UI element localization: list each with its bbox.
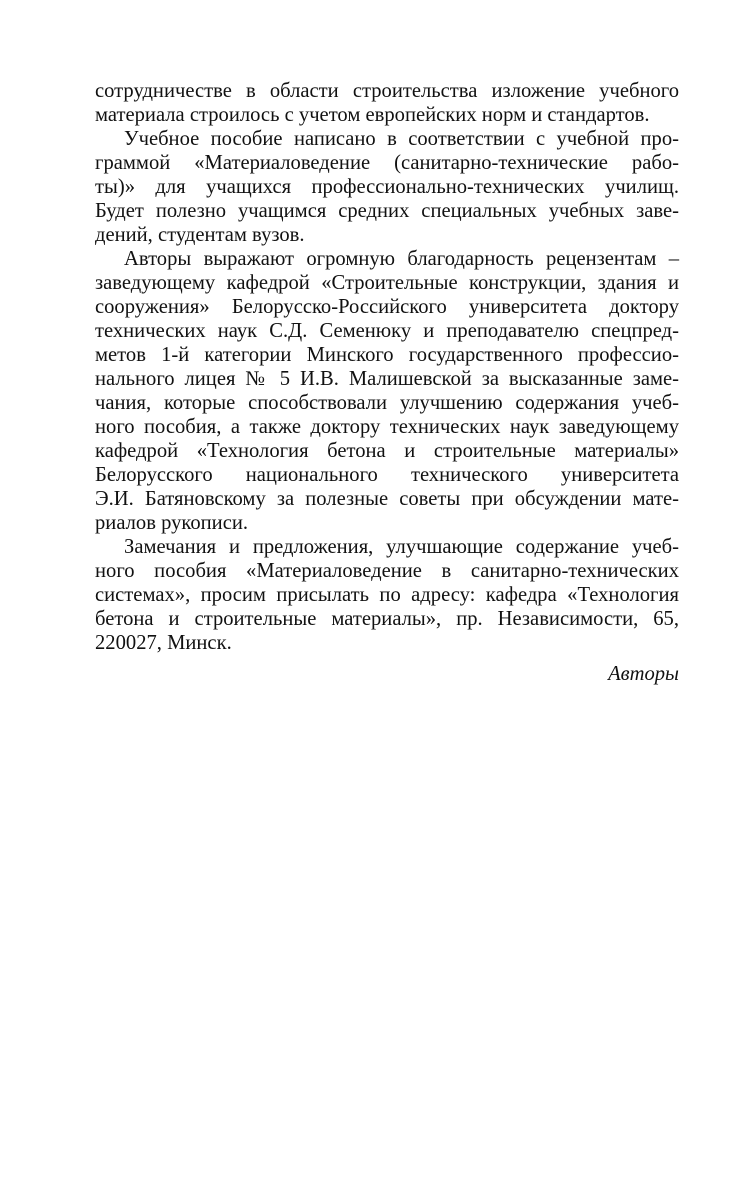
signature: Авторы [608,663,679,685]
text-line: Замечания и предложения, улучшающие содержание учеб- [124,536,679,558]
text-line: материала строилось с учетом европейских норм и стандартов. [95,104,650,126]
text-line: кафедрой «Технология бетона и строительные материалы» [95,440,679,462]
text-line: метов 1-й категории Минского государственного профессио- [95,344,679,366]
paragraph [95,127,679,247]
text-line: заведующему кафедрой «Строительные конструкции, здания и [95,272,679,294]
text-line: ного пособия «Материаловедение в санитарно-технических [95,560,679,582]
text-line: чания, которые способствовали улучшению содержания учеб- [95,392,679,414]
text-line: сотрудничестве в области строительства изложение учебного [95,80,679,102]
paragraph [95,535,679,655]
text-line: дений, студентам вузов. [95,224,305,246]
text-line: сооружения» Белорусско-Российского университета доктору [95,296,679,318]
text-line: Будет полезно учащимся средних специальных учебных заве- [95,200,679,222]
paragraph [95,247,679,535]
text-line: нального лицея № 5 И.В. Малишевской за высказанные заме- [95,368,679,390]
text-line: граммой «Материаловедение (санитарно-технические рабо- [95,152,679,174]
text-line: ты)» для учащихся профессионально-технических училищ. [95,176,679,198]
text-line: ного пособия, а также доктору технических наук заведующему [95,416,679,438]
text-line: Э.И. Батяновскому за полезные советы при обсуждении мате- [95,488,679,510]
text-line: Авторы выражают огромную благодарность рецензентам – [124,248,679,270]
text-line: 220027, Минск. [95,632,232,654]
document-page [95,79,679,689]
text-line: технических наук С.Д. Семенюку и преподавателю спецпред- [95,320,679,342]
text-line: бетона и строительные материалы», пр. Независимости, 65, [95,608,679,630]
paragraph [95,79,679,127]
text-line: системах», просим присылать по адресу: кафедра «Технология [95,584,679,606]
text-line: Учебное пособие написано в соответствии с учебной про- [124,128,679,150]
text-line: Белорусского национального технического университета [95,464,679,486]
text-line: риалов рукописи. [95,512,249,534]
